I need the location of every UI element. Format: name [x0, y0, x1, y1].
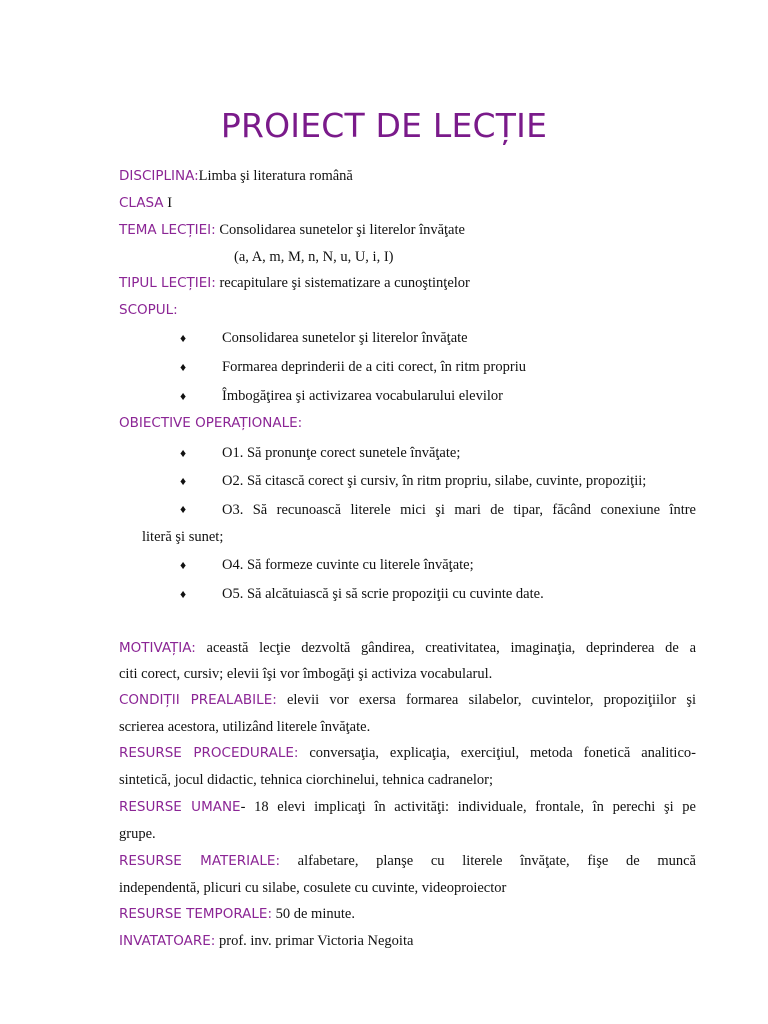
disciplina-label: DISCIPLINA:	[119, 168, 199, 184]
diamond-bullet-icon: ♦	[180, 474, 187, 488]
resurse-materiale-line: RESURSE MATERIALE: alfabetare, planşe cu literele învăţate, fişe de muncă	[119, 853, 696, 869]
tema-letters: (a, A, m, M, n, N, u, U, i, I)	[234, 249, 394, 265]
clasa-line	[119, 195, 696, 212]
clasa-label: CLASA	[119, 195, 164, 211]
diamond-bullet-icon: ♦	[180, 360, 187, 374]
disciplina-value: Limba şi literatura română	[198, 168, 353, 184]
obiective-label: OBIECTIVE OPERAȚIONALE:	[119, 415, 303, 431]
diamond-bullet-icon: ♦	[180, 331, 187, 345]
motivatia-continuation: citi corect, cursiv; elevii îşi vor îmbogăţi şi activiza vocabularul.	[119, 666, 493, 682]
diamond-bullet-icon: ♦	[180, 587, 187, 601]
scopul-label: SCOPUL:	[119, 302, 178, 318]
o3-continuation: literă şi sunet;	[142, 529, 224, 545]
resurse-procedurale-continuation: sintetică, jocul didactic, tehnica ciorchinelui, tehnica cadranelor;	[119, 772, 494, 788]
list-item: ♦ Consolidarea sunetelor şi literelor învăţate	[180, 330, 468, 346]
conditii-label: CONDIȚII PREALABILE:	[119, 692, 277, 708]
resurse-umane-continuation: grupe.	[119, 826, 156, 842]
resurse-materiale-continuation: independentă, plicuri cu silabe, cosulete cu cuvinte, videoproiector	[119, 880, 507, 896]
list-item: ♦ O5. Să alcătuiască şi să scrie propoziţii cu cuvinte date.	[180, 586, 544, 602]
resurse-umane-line: RESURSE UMANE- 18 elevi implicaţi în activităţi: individuale, frontale, în perechi şi pe	[119, 799, 696, 815]
list-item: ♦ Îmbogăţirea şi activizarea vocabularului elevilor	[180, 388, 504, 404]
diamond-bullet-icon: ♦	[180, 558, 187, 572]
tipul-line	[119, 275, 696, 292]
resurse-temporale-line: RESURSE TEMPORALE: 50 de minute.	[119, 906, 355, 922]
resurse-temporale-label: RESURSE TEMPORALE:	[119, 906, 272, 922]
motivatia-label: MOTIVAȚIA:	[119, 640, 196, 656]
diamond-bullet-icon: ♦	[180, 389, 187, 403]
resurse-procedurale-line: RESURSE PROCEDURALE: conversaţia, explicaţia, exerciţiul, metoda fonetică analitico-	[119, 745, 696, 761]
tema-value: Consolidarea sunetelor şi literelor învăţate	[215, 222, 465, 238]
list-item: ♦ O2. Să citască corect şi cursiv, în ritm propriu, silabe, cuvinte, propoziţii;	[180, 473, 647, 489]
list-item: ♦ O1. Să pronunţe corect sunetele învăţate;	[180, 445, 461, 461]
tipul-label: TIPUL LECȚIEI:	[119, 275, 216, 291]
list-item: ♦ O4. Să formeze cuvinte cu literele învăţate;	[180, 557, 474, 573]
resurse-umane-label: RESURSE UMANE	[119, 799, 241, 815]
diamond-bullet-icon: ♦	[180, 502, 187, 516]
invatatoare-label: INVATATOARE:	[119, 933, 216, 949]
conditii-line: CONDIȚII PREALABILE: elevii vor exersa formarea silabelor, cuvintelor, propoziţiilor şi	[119, 692, 696, 708]
obiective-line	[119, 415, 696, 432]
conditii-continuation: scrierea acestora, utilizând literele învăţate.	[119, 719, 371, 735]
scopul-line	[119, 302, 696, 319]
clasa-value: I	[163, 195, 173, 211]
list-item: ♦ Formarea deprinderii de a citi corect, în ritm propriu	[180, 359, 526, 375]
disciplina-line	[119, 168, 696, 185]
tipul-value: recapitulare şi sistematizare a cunoştinţelor	[215, 275, 470, 291]
list-item: ♦ O3. Să recunoască literele mici şi mari de tipar, făcând conexiune între	[180, 502, 696, 518]
motivatia-line: MOTIVAȚIA: această lecţie dezvoltă gândirea, creativitatea, imaginaţia, deprinderea de a	[119, 640, 696, 656]
tema-line	[119, 222, 696, 239]
invatatoare-line: INVATATOARE: prof. inv. primar Victoria Negoita	[119, 933, 414, 949]
page-title: PROIECT DE LECȚIE	[220, 106, 548, 145]
resurse-materiale-label: RESURSE MATERIALE:	[119, 853, 280, 869]
tema-label: TEMA LECȚIEI:	[119, 222, 216, 238]
resurse-procedurale-label: RESURSE PROCEDURALE:	[119, 745, 299, 761]
diamond-bullet-icon: ♦	[180, 446, 187, 460]
